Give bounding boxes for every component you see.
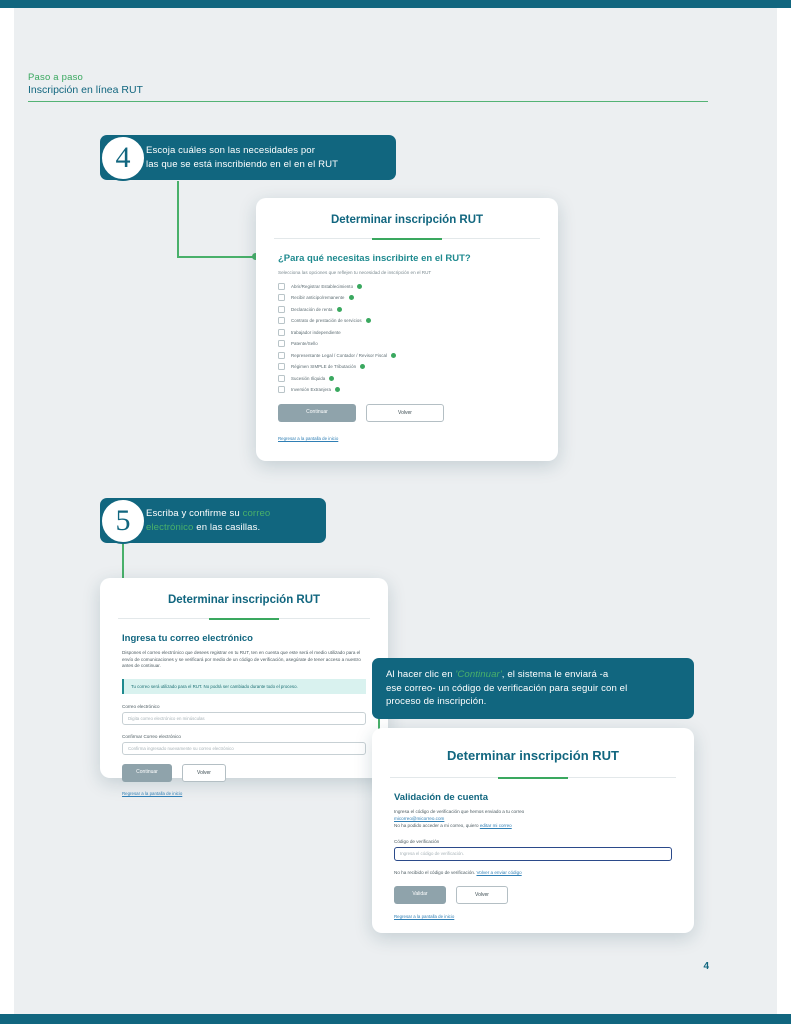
screen3-title: Determinar inscripción RUT — [447, 748, 619, 763]
option-row[interactable] — [278, 306, 536, 313]
checkbox-icon[interactable] — [278, 306, 285, 313]
option-row[interactable] — [278, 386, 536, 393]
screen1-title-divider — [274, 238, 540, 239]
screen1-helper: Selecciona las opciones que reflejen tu necesidad de inscripción en el RUT — [278, 270, 432, 275]
screen3-edit-text: No ha podido acceder a mi correo, quiero — [394, 823, 480, 829]
info-icon[interactable] — [360, 364, 365, 369]
screen3-button-row — [394, 886, 672, 904]
header-divider — [28, 101, 708, 102]
screen2-button-row — [122, 764, 366, 782]
checkbox-icon[interactable] — [278, 363, 285, 370]
screen3-title-divider — [390, 777, 676, 778]
info-icon[interactable] — [329, 376, 334, 381]
screen2-note: Tu correo será utilizado para el RUT. No podrá ser cambiado durante todo el proceso. — [122, 679, 366, 694]
step-5-callout — [100, 498, 326, 543]
option-label: Representante Legal / Contador / Revisor Fiscal — [291, 352, 388, 358]
checkbox-icon[interactable] — [278, 294, 285, 301]
info-callout-line1-accent: 'Continuar' — [455, 669, 502, 680]
back-to-home-link[interactable]: Regresar a la pantalla de inicio — [278, 436, 339, 442]
screen1-body — [256, 239, 558, 463]
back-to-home-link[interactable]: Regresar a la pantalla de inicio — [122, 790, 183, 796]
screen1-title: Determinar inscripción RUT — [330, 214, 484, 226]
resend-row — [394, 870, 672, 877]
screen2-title-divider — [118, 618, 370, 619]
left-margin-strip — [0, 8, 14, 1014]
volver-button[interactable]: Volver — [182, 764, 226, 782]
email-confirm-field[interactable]: Confirma ingresado nuevamente su correo electrónico — [122, 742, 366, 755]
connector-step4-horizontal — [177, 256, 255, 258]
option-label: Declaración de renta — [291, 306, 333, 312]
info-icon[interactable] — [337, 307, 342, 312]
option-row[interactable] — [278, 294, 536, 301]
screen3-body — [372, 778, 694, 941]
edit-email-link[interactable]: editar mi correo — [479, 823, 512, 829]
info-icon[interactable] — [335, 387, 340, 392]
option-label: Inversión Extranjera — [291, 387, 332, 393]
bottom-accent-bar — [0, 1014, 791, 1024]
checkbox-icon[interactable] — [278, 375, 285, 382]
header-kicker: Paso a paso — [28, 72, 84, 83]
option-label: Abrir/Registrar Establecimiento — [291, 283, 354, 289]
verification-code-label: Código de verificación — [394, 838, 440, 844]
continuar-button[interactable]: Continuar — [278, 404, 356, 422]
checkbox-icon[interactable] — [278, 283, 285, 290]
screenshot-determinar-opciones — [256, 198, 558, 461]
screenshot-validacion — [372, 728, 694, 933]
checkbox-icon[interactable] — [278, 317, 285, 324]
step-5-number: 5 — [100, 498, 146, 544]
screen1-question: ¿Para qué necesitas inscribirte en el RUT? — [278, 253, 471, 264]
email-confirm-field-label: Confirmar Correo electrónico — [122, 733, 181, 739]
page-number: 4 — [703, 961, 709, 972]
info-callout-line1 — [386, 668, 680, 682]
option-label: Contrato de prestación de servicios — [291, 318, 362, 324]
info-callout-line2: ese correo- un código de verificación para seguir con el — [386, 682, 628, 694]
checkbox-icon[interactable] — [278, 352, 285, 359]
user-email: micorreo@micorreo.com — [394, 815, 445, 821]
validar-button[interactable]: Validar — [394, 886, 446, 904]
option-row[interactable] — [278, 352, 536, 359]
verification-code-input[interactable]: Ingresa el código de verificación. — [394, 847, 672, 861]
step-5-text-after: en las casillas. — [193, 521, 261, 533]
screen3-paragraph-line1: Ingresa el código de verificación que hemos enviado a tu correo — [394, 809, 525, 814]
option-row[interactable] — [278, 340, 536, 347]
document-header — [28, 72, 708, 97]
top-accent-bar — [0, 0, 791, 8]
back-to-home-link[interactable]: Regresar a la pantalla de inicio — [394, 914, 455, 920]
info-icon[interactable] — [366, 318, 371, 323]
info-callout-line1-before: Al hacer clic en — [386, 669, 456, 680]
screenshot-correo — [100, 578, 388, 796]
right-margin-strip — [777, 8, 791, 1014]
screen3-section-title: Validación de cuenta — [394, 792, 488, 803]
screen2-body — [100, 619, 388, 818]
info-icon[interactable] — [391, 353, 396, 358]
info-callout — [372, 658, 694, 719]
option-row[interactable] — [278, 317, 536, 324]
info-icon[interactable] — [349, 295, 354, 300]
info-icon[interactable] — [357, 284, 362, 289]
volver-button[interactable]: Volver — [366, 404, 444, 422]
option-row[interactable] — [278, 329, 536, 336]
step-4-text-line1: Escoja cuáles son las necesidades por — [146, 145, 316, 156]
step-5-text-accent: correo electrónico — [146, 508, 271, 533]
option-label: Sucesión Ilíquida — [291, 375, 326, 381]
step-4-callout — [100, 135, 396, 180]
option-label: Patente/Sello — [291, 341, 318, 347]
option-label: Régimen SIMPLE de Tributación — [291, 364, 357, 370]
option-row[interactable] — [278, 375, 536, 382]
resend-code-link[interactable]: Volver a enviar código — [476, 869, 522, 875]
screen3-email-row — [394, 816, 672, 823]
screen2-title: Determinar inscripción RUT — [167, 594, 321, 606]
checkbox-icon[interactable] — [278, 340, 285, 347]
volver-button[interactable]: Volver — [456, 886, 508, 904]
step-4-text-line2: las que se está inscribiendo en el en el RUT — [146, 158, 339, 170]
screen1-options-list — [278, 283, 536, 394]
checkbox-icon[interactable] — [278, 386, 285, 393]
info-callout-line1-after: , el sistema le enviará -a — [501, 669, 609, 680]
option-row[interactable] — [278, 363, 536, 370]
screen2-paragraph: Dispones el correo electrónico que desees registrar en tu RUT, ten en cuenta que este será el medio utilizado para el envío de comunicaciones y se verificará por medio de un código de verificación, asegúrate de tener acceso a nuestro antes de continuar. — [122, 650, 361, 669]
option-row[interactable] — [278, 283, 536, 290]
step-4-number: 4 — [100, 135, 146, 181]
info-callout-line3: proceso de inscripción. — [386, 696, 487, 707]
resend-text: No ha recibido el código de verificación. — [394, 869, 477, 875]
email-field-label: Correo electrónico — [122, 703, 160, 709]
step-5-text-before: Escriba y confirme su — [146, 508, 243, 519]
screen1-button-row — [278, 404, 536, 422]
continuar-button[interactable]: Continuar — [122, 764, 172, 782]
email-field[interactable]: Digita correo electrónico en minúsculas — [122, 712, 366, 725]
screen2-section-title: Ingresa tu correo electrónico — [122, 633, 253, 644]
option-label: Recibir anticipo/remanente — [291, 295, 345, 301]
page-title: Inscripción en línea RUT — [28, 84, 143, 96]
connector-step4-vertical — [177, 181, 179, 256]
screen3-paragraph-line2 — [394, 823, 672, 830]
option-label: trabajador independiente — [291, 329, 341, 335]
checkbox-icon[interactable] — [278, 329, 285, 336]
